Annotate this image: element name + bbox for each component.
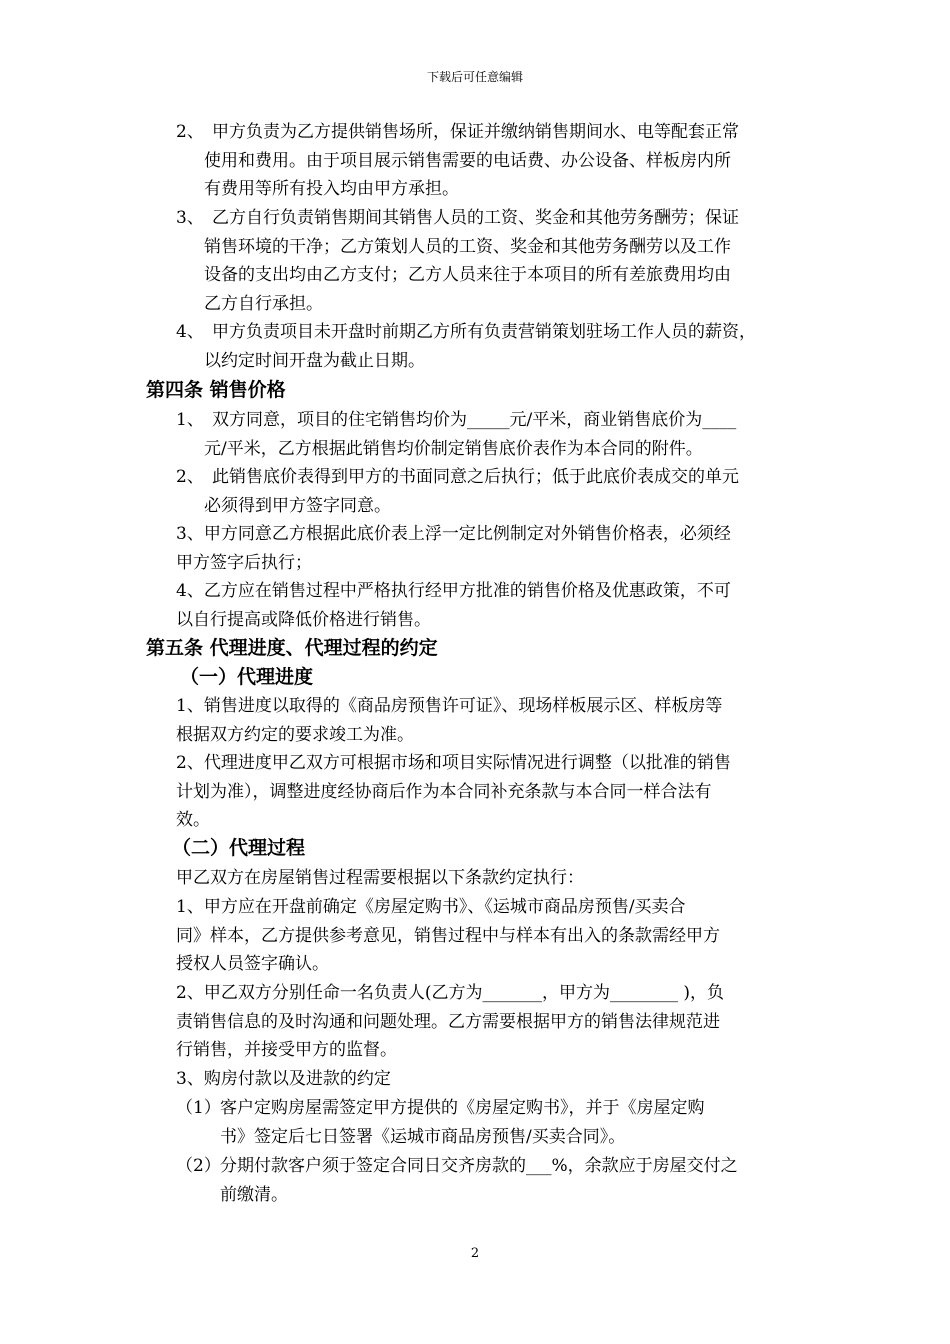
process-intro <box>176 864 816 893</box>
item-line: 前缴清。 <box>220 1184 288 1205</box>
para-line: 3、购房付款以及进款的约定 <box>176 1069 391 1089</box>
process-para-2 <box>176 979 816 1065</box>
item-line: 客户定购房屋需签定甲方提供的《房屋定购书》，并于《房屋定购 <box>220 1098 705 1118</box>
clause-number: 3、 <box>176 208 204 228</box>
clause-a-3 <box>176 204 844 318</box>
para-line: 效。 <box>176 810 210 830</box>
clause-a-4 <box>176 318 844 375</box>
clause-line: 乙方自行承担。 <box>204 293 323 314</box>
payment-item-2 <box>176 1152 820 1209</box>
clause-line: 设备的支出均由乙方支付；乙方人员来往于本项目的所有差旅费用均由 <box>204 265 731 285</box>
item-number: （2） <box>176 1156 221 1176</box>
para-line: 2、甲乙双方分别任命一名负责人(乙方为_______，甲方为________ )，负 <box>176 983 724 1003</box>
clause-line: 甲方负责为乙方提供销售场所，保证并缴纳销售期间水、电等配套正常 <box>212 122 739 142</box>
clause-4-4 <box>176 577 816 634</box>
clause-line: 乙方自行负责销售期间其销售人员的工资、奖金和其他劳务酬劳；保证 <box>212 208 739 228</box>
clause-line: 甲方负责项目未开盘时前期乙方所有负责营销策划驻场工作人员的薪资， <box>212 322 756 342</box>
clause-number: 4、 <box>176 322 204 342</box>
clause-number: 1、 <box>176 410 204 430</box>
para-line: 1、甲方应在开盘前确定《房屋定购书》、《运城市商品房预售/买卖合 <box>176 897 686 917</box>
page-header: 下载后可任意编辑 <box>426 70 523 84</box>
clause-4-2 <box>176 463 844 520</box>
article-4-title: 第四条 销售价格 <box>146 379 286 401</box>
para-line: 甲乙双方在房屋销售过程需要根据以下条款约定执行： <box>176 868 584 888</box>
para-line: 行销售，并接受甲方的监督。 <box>176 1040 397 1060</box>
clause-4-1 <box>176 406 844 463</box>
item-line: 分期付款客户须于签定合同日交齐房款的___%，余款应于房屋交付之 <box>220 1156 738 1176</box>
clause-number: 2、 <box>176 467 204 487</box>
clause-line: 此销售底价表得到甲方的书面同意之后执行；低于此底价表成交的单元 <box>212 467 739 487</box>
clause-line: 必须得到甲方签字同意。 <box>204 495 391 516</box>
payment-item-1 <box>176 1094 820 1151</box>
para-line: 同》样本，乙方提供参考意见，销售过程中与样本有出入的条款需经甲方 <box>176 925 720 946</box>
para-line: 授权人员签字确认。 <box>176 954 329 974</box>
page-number: 2 <box>470 1246 480 1261</box>
clause-line: 有费用等所有投入均由甲方承担。 <box>204 179 459 199</box>
progress-para-1 <box>176 692 816 749</box>
clause-line: 4、乙方应在销售过程中严格执行经甲方批准的销售价格及优惠政策，不可 <box>176 581 731 601</box>
clause-line: 双方同意，项目的住宅销售均价为_____元/平米，商业销售底价为____ <box>212 410 737 430</box>
process-para-1 <box>176 893 816 979</box>
clause-number: 2、 <box>176 122 204 142</box>
item-number: （1） <box>176 1098 221 1118</box>
clause-line: 以约定时间开盘为截止日期。 <box>204 350 425 371</box>
clause-line: 销售环境的干净；乙方策划人员的工资、奖金和其他劳务酬劳以及工作 <box>204 236 731 257</box>
para-line: 计划为准），调整进度经协商后作为本合同补充条款与本合同一样合法有 <box>176 781 712 802</box>
article-5-title: 第五条 代理进度、代理过程的约定 <box>146 637 438 659</box>
process-para-3 <box>176 1065 816 1094</box>
clause-line: 元/平米，乙方根据此销售均价制定销售底价表作为本合同的附件。 <box>204 438 703 459</box>
clause-line: 使用和费用。由于项目展示销售需要的电话费、办公设备、样板房内所 <box>204 150 731 171</box>
clause-line: 甲方签字后执行； <box>176 552 312 573</box>
item-line: 书》签定后七日签署《运城市商品房预售/买卖合同》。 <box>220 1126 626 1147</box>
section-process-title: （二）代理过程 <box>172 837 306 859</box>
section-progress-title: （一）代理进度 <box>180 666 314 688</box>
para-line: 根据双方约定的要求竣工为准。 <box>176 724 414 745</box>
para-line: 2、代理进度甲乙双方可根据市场和项目实际情况进行调整（以批准的销售 <box>176 753 731 773</box>
para-line: 1、销售进度以取得的《商品房预售许可证》、现场样板展示区、样板房等 <box>176 696 723 716</box>
clause-line: 以自行提高或降低价格进行销售。 <box>176 609 431 630</box>
clause-4-3 <box>176 520 816 577</box>
progress-para-2 <box>176 749 816 835</box>
para-line: 责销售信息的及时沟通和问题处理。乙方需要根据甲方的销售法律规范进 <box>176 1011 720 1032</box>
clause-a-2 <box>176 118 844 204</box>
clause-line: 3、甲方同意乙方根据此底价表上浮一定比例制定对外销售价格表，必须经 <box>176 524 731 544</box>
